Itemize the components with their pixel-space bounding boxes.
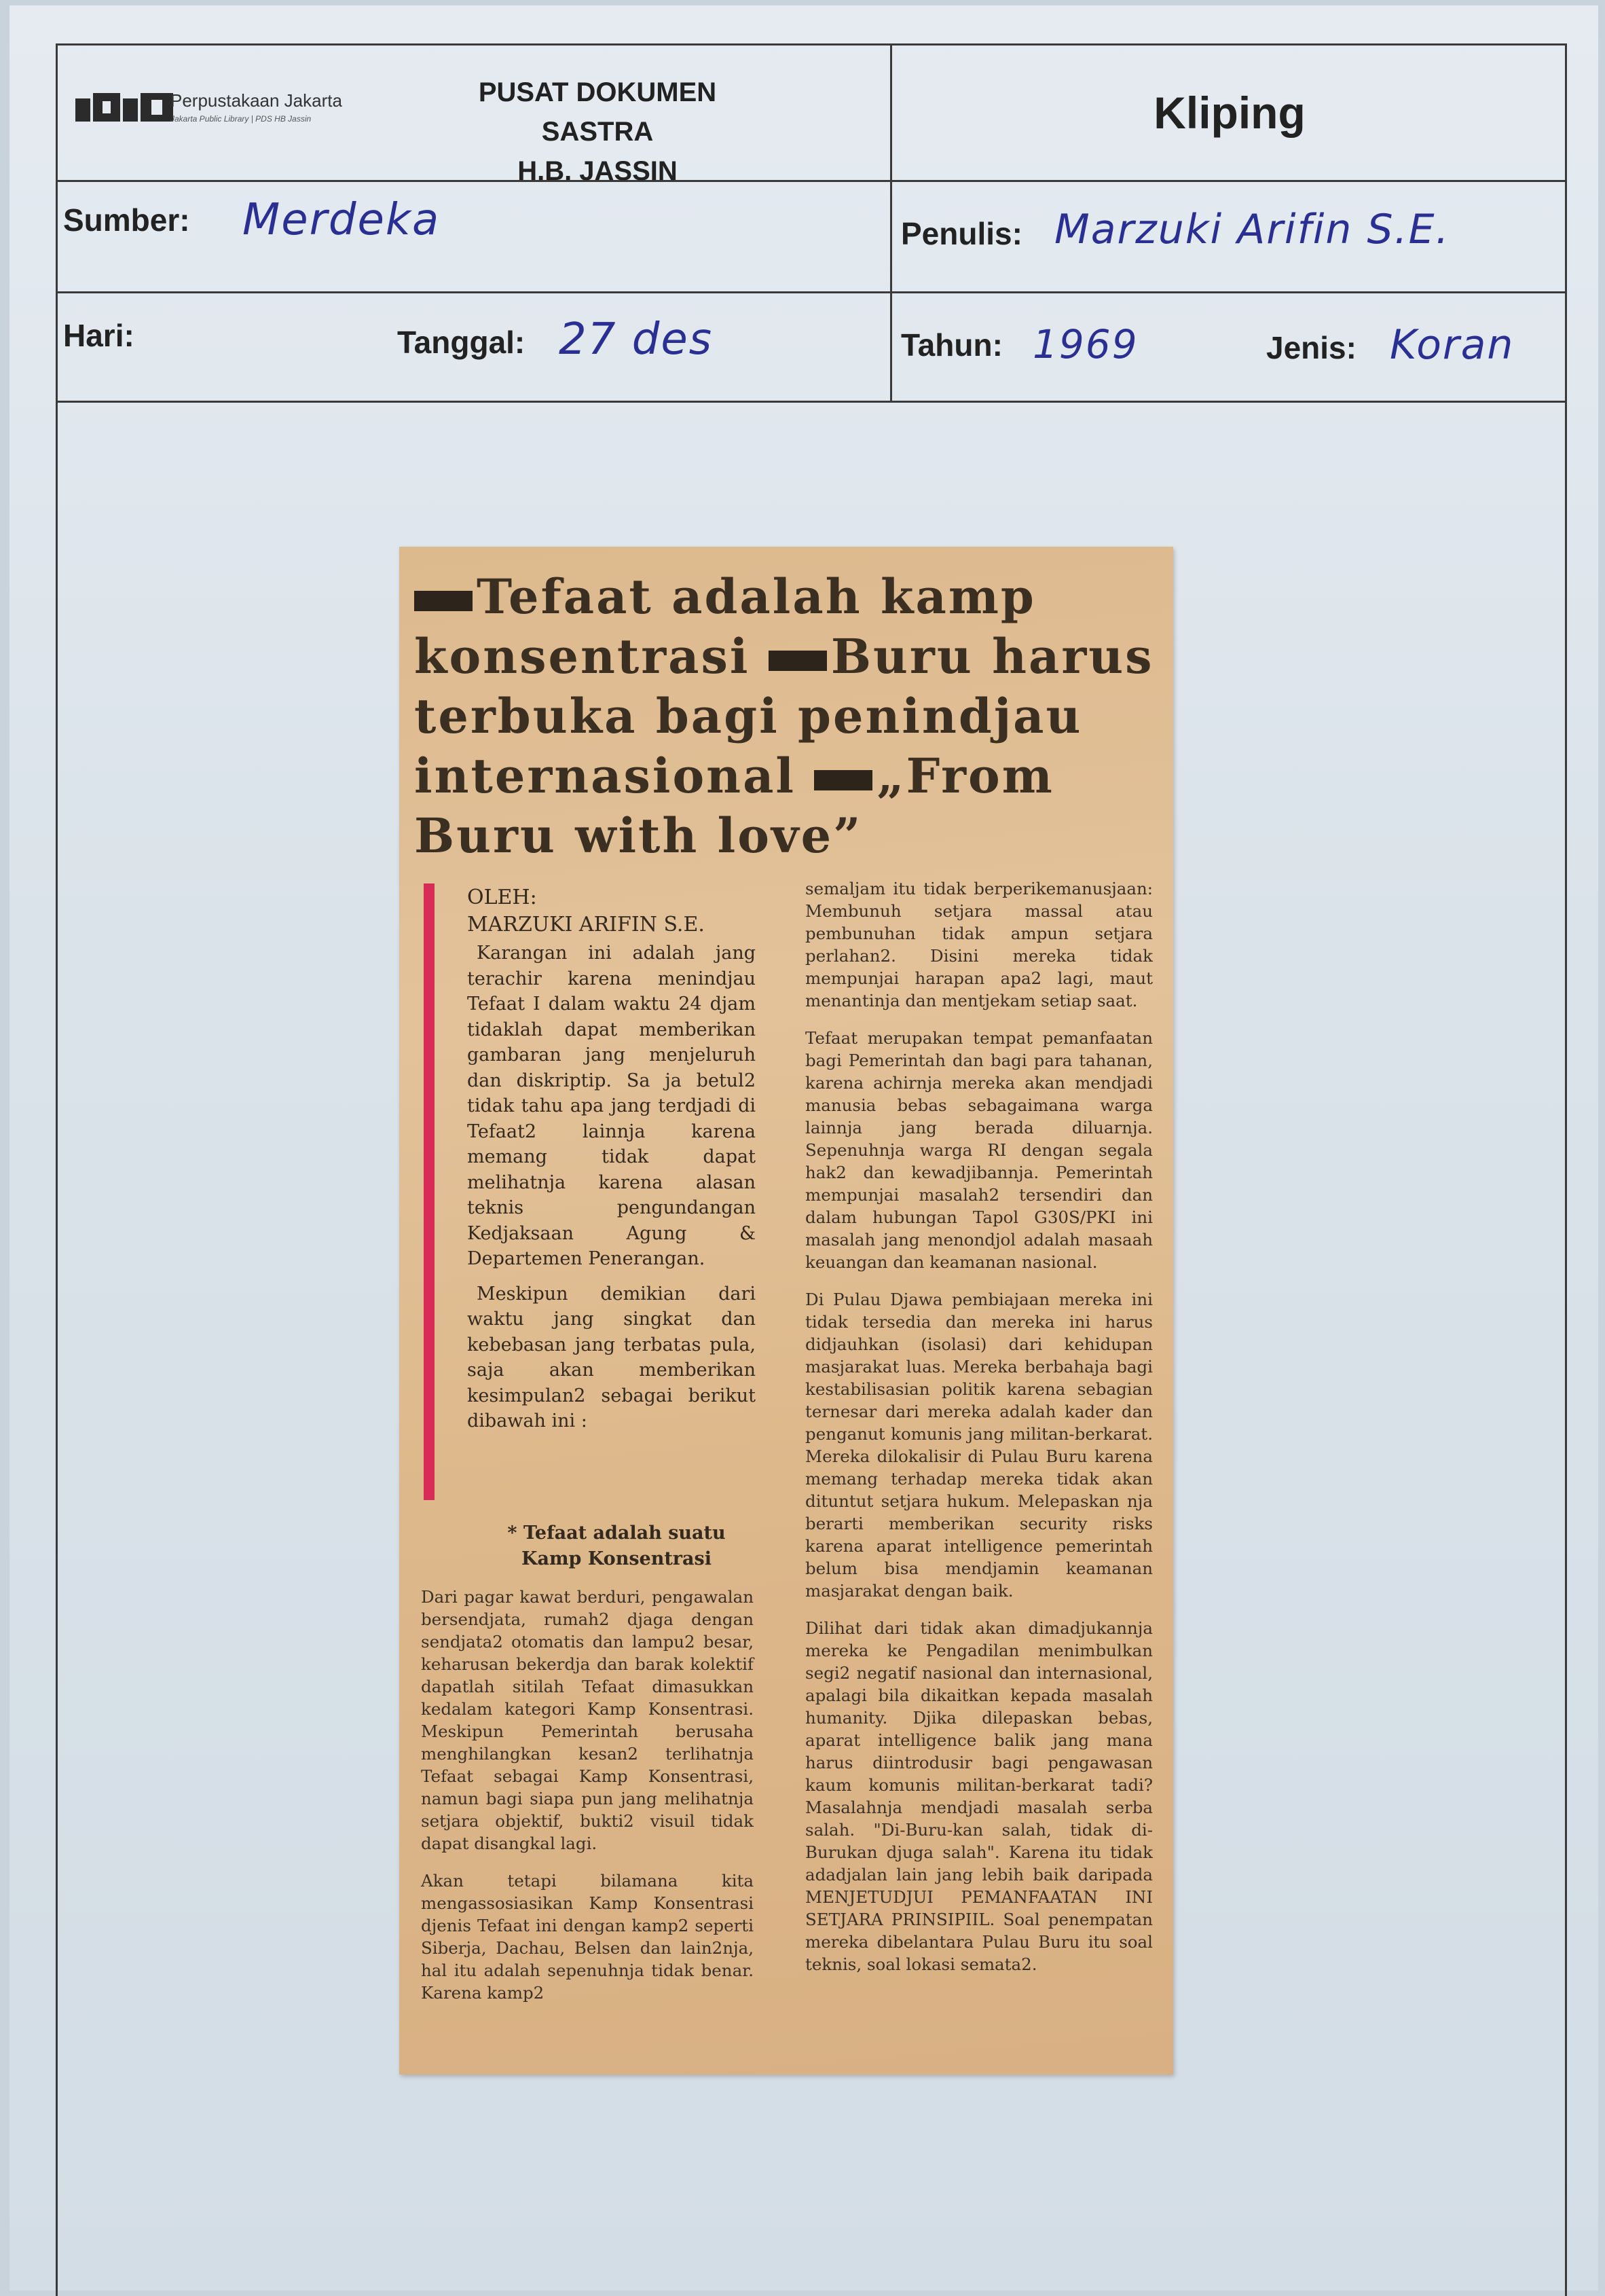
subhead-line-2: Kamp Konsentrasi (521, 1548, 712, 1569)
right-column-body (805, 877, 1153, 1990)
right-paragraph-2: Tefaat merupakan tempat pemanfaatan bagi Pemerintah dan bagi para tahanan, karena achirnja mereka akan mendjadi manusia bebas sebagaimana warga lainnja jang berada diluarnja. Sepenuhnja warga RI dengan segala hak2 dan kewadjibannja. Pemerintah mempunjai masalah2 tersendiri dan dalam hubungan Tapol G30S/PKI ini masalah jang menondjol adalah masaah keuangan dan keamanan nasional. (805, 1028, 1153, 1272)
tanggal-value: 27 des (559, 314, 714, 365)
article-headline (414, 567, 1168, 866)
article-subhead (467, 1520, 766, 1572)
penulis-label: Penulis: (901, 216, 1022, 251)
byline-oleh: OLEH: (467, 886, 537, 909)
right-paragraph-4: Dilihat dari tidak akan dimadjukannja mereka ke Pengadilan menimbulkan segi2 negatif nasional dan internasional, apalagi bila dikaitkan kepada masalah humanity. Djika dilepaskan bebas, aparat intelligence balik jang mana harus diintrodusir bagi pengawasan kaum komunis militan-berkarat tadi? Masalahnja mendjadi masalah serba salah. "Di-Buru-kan salah, tidak di-Burukan djuga salah". Karena itu tidak adadjalan lain jang lebih baik daripada MENJETUDJUI PEMANFAATAN INI SETJARA PRINSIPIIL. Soal penempatan mereka dibelantara Pulau Buru itu soal teknis, soal lokasi semata2. (805, 1618, 1153, 1974)
left-paragraph-2: Akan tetapi bilamana kita mengassosiasikan Kamp Konsentrasi djenis Tefaat ini dengan kamp2 seperti Siberja, Dachau, Belsen dan lain2nja, hal itu adalah sepenuhnja tidak benar. Karena kamp2 (421, 1871, 754, 2003)
headline-part-2: Buru harus terbuka bagi penindjau internasional (414, 628, 1154, 804)
lead-paragraph-2: Meskipun demikian dari waktu jang singkat dan kebebasan jang terbatas pula, saja akan memberikan kesimpulan2 sebagai berikut dibawah ini : (467, 1283, 756, 1432)
right-paragraph-3: Di Pulau Djawa pembiajaan mereka ini tidak tersedia dan mereka ini harus didjauhkan (isolasi) dari kehidupan masjarakat luas. Mereka berbahaja bagi kestabilisasian politik karena sebagian ternesar dari mereka adalah kader dan penganut komunis jang militan-berkarat. Mereka dilokalisir di Pulau Buru karena memang terhadap mereka tidak akan dituntut setjara hukum. Melepaskan nja berarti memberikan security risks karena aparat intelligence pemerintah belum bisa mendjamin keamanan masjarakat dengan baik. (805, 1290, 1153, 1601)
sumber-value: Merdeka (242, 195, 441, 245)
left-paragraph-1: Dari pagar kawat berduri, pengawalan bersendjata, rumah2 djaga dengan sendjata2 otomatis dan lampu2 besar, keharusan bekerdja dan barak kolektif dapatlah sitilah Tefaat dimasukkan kedalam kategori Kamp Konsentrasi. Meskipun Pemerintah berusaha menghilangkan kesan2 terlihatnja Tefaat sebagai Kamp Konsentrasi, namun bagi siapa pun jang melihatnja setjara objektif, bukti2 visuil tidak dapat disangkal lagi. (421, 1587, 754, 1853)
article-lead (467, 941, 756, 1444)
byline (467, 884, 705, 939)
lead-paragraph-1: Karangan ini adalah jang terachir karena menindjau Tefaat I dalam waktu 24 djam tidaklah dapat memberikan gambaran jang menjeluruh dan diskriptip. Sa ja betul2 tidak tahu apa jang terdjadi di Tefaat2 lainnja karena memang tidak dapat melihatnja karena alasan teknis pengundangan Kedjaksaan Agung & Departemen Penerangan. (467, 943, 756, 1269)
logo-line-2: Jakarta Public Library | PDS HB Jassin (170, 114, 312, 124)
center-title-line-2: H.B. JASSIN (517, 156, 678, 186)
tahun-label: Tahun: (901, 327, 1003, 363)
hari-label: Hari: (63, 318, 134, 353)
tahun-value: 1969 (1033, 321, 1139, 367)
byline-author: MARZUKI ARIFIN S.E. (467, 913, 705, 936)
highlight-bar (424, 883, 435, 1500)
headline-separator (814, 770, 872, 790)
headline-part-1: Tefaat adalah kamp konsentrasi (414, 568, 1036, 685)
jenis-value: Koran (1390, 321, 1515, 369)
library-logo-text (170, 90, 342, 124)
logo-line-1: Perpustakaan Jakarta (170, 90, 342, 111)
penulis-value: Marzuki Arifin S.E. (1054, 206, 1450, 253)
paper-sheet (10, 5, 1598, 2291)
headline-separator (769, 651, 827, 671)
center-title (438, 73, 757, 191)
tanggal-label: Tanggal: (397, 325, 525, 360)
jenis-label: Jenis: (1266, 330, 1357, 365)
headline-part-3: „From Buru with love” (414, 748, 1054, 864)
left-column-body (421, 1586, 754, 2019)
sumber-label: Sumber: (63, 202, 190, 238)
right-paragraph-1: semaljam itu tidak berperikemanusjaan: Membunuh setjara massal atau pembunuhan tidak ampun setjara perlahan2. Disini mereka tidak mempunjai harapan apa2 lagi, maut menantinja dan mentjekam setiap saat. (805, 879, 1153, 1010)
doc-type-title: Kliping (1154, 88, 1306, 138)
newspaper-clipping (399, 547, 1173, 2075)
center-title-line-1: PUSAT DOKUMEN SASTRA (478, 77, 717, 147)
headline-separator (414, 591, 473, 611)
subhead-line-1: * Tefaat adalah suatu (507, 1523, 726, 1544)
